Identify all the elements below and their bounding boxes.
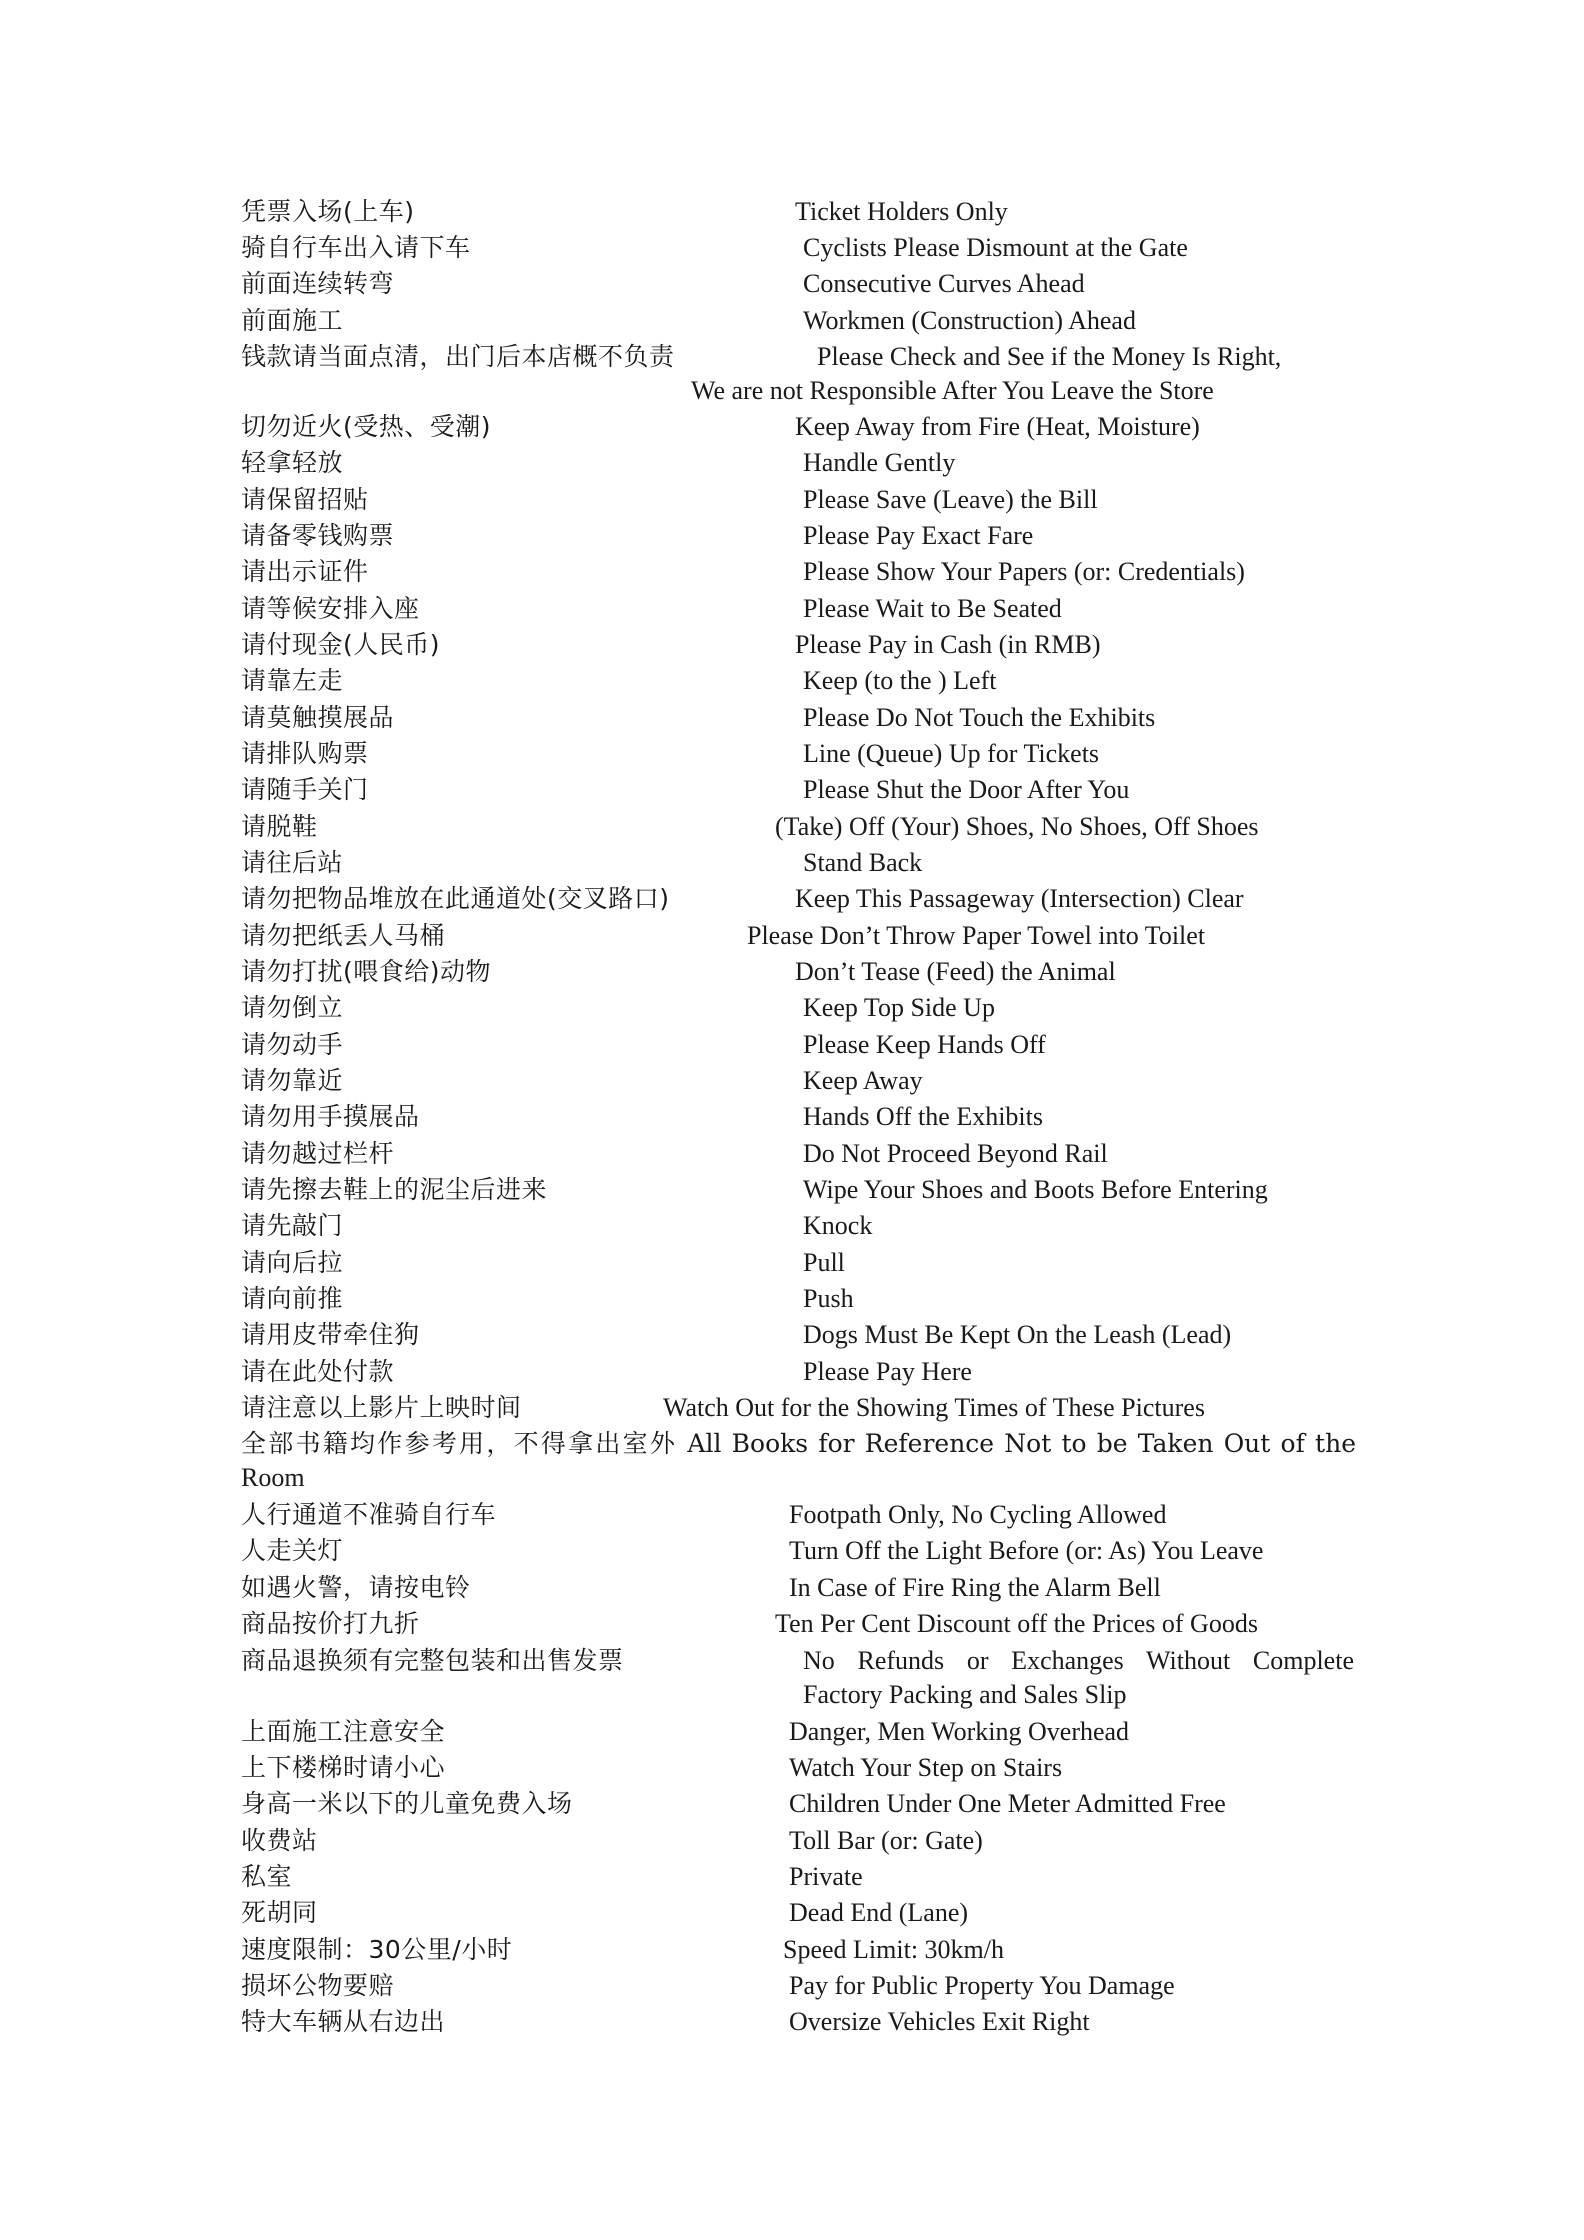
sign-english: Please Pay in Cash (in RMB) bbox=[795, 630, 1101, 659]
sign-english-continued: Room bbox=[241, 1463, 305, 1492]
sign-english: Keep Top Side Up bbox=[803, 993, 995, 1022]
sign-english-continued: We are not Responsible After You Leave the Store bbox=[691, 376, 1214, 405]
sign-english: Hands Off the Exhibits bbox=[803, 1102, 1043, 1131]
sign-english: Do Not Proceed Beyond Rail bbox=[803, 1139, 1108, 1168]
sign-english: Oversize Vehicles Exit Right bbox=[789, 2007, 1090, 2036]
sign-english: Pay for Public Property You Damage bbox=[789, 1971, 1175, 2000]
sign-english: Please Pay Here bbox=[803, 1357, 972, 1386]
sign-chinese: 上下楼梯时请小心 bbox=[241, 1753, 446, 1782]
sign-chinese: 人走关灯 bbox=[241, 1536, 344, 1565]
sign-chinese: 请保留招贴 bbox=[241, 485, 369, 514]
sign-chinese: 请付现金(人民币) bbox=[241, 630, 441, 659]
sign-chinese: 身高一米以下的儿童免费入场 bbox=[241, 1789, 573, 1818]
sign-chinese: 请勿动手 bbox=[241, 1030, 344, 1059]
sign-english: Keep Away bbox=[803, 1066, 923, 1095]
sign-chinese: 请向后拉 bbox=[241, 1248, 344, 1277]
sign-chinese: 人行通道不准骑自行车 bbox=[241, 1500, 497, 1529]
sign-chinese: 骑自行车出入请下车 bbox=[241, 233, 471, 262]
sign-english: Consecutive Curves Ahead bbox=[803, 269, 1085, 298]
sign-english: Handle Gently bbox=[803, 448, 956, 477]
sign-chinese: 请勿把物品堆放在此通道处(交叉路口) bbox=[241, 884, 670, 913]
sign-english: Please Show Your Papers (or: Credentials) bbox=[803, 557, 1245, 586]
sign-english: Please Check and See if the Money Is Right, bbox=[817, 342, 1282, 371]
sign-chinese: 请勿用手摸展品 bbox=[241, 1102, 420, 1131]
sign-chinese: 商品按价打九折 bbox=[241, 1609, 420, 1638]
sign-chinese: 请往后站 bbox=[241, 848, 344, 877]
sign-english: Ten Per Cent Discount off the Prices of Goods bbox=[775, 1609, 1258, 1638]
sign-chinese: 前面连续转弯 bbox=[241, 269, 395, 298]
sign-english: No Refunds or Exchanges Without Complete bbox=[803, 1646, 1354, 1675]
sign-chinese: 钱款请当面点清，出门后本店概不负责 bbox=[241, 342, 675, 371]
sign-english: Workmen (Construction) Ahead bbox=[803, 306, 1136, 335]
sign-english: Cyclists Please Dismount at the Gate bbox=[803, 233, 1188, 262]
sign-chinese: 请随手关门 bbox=[241, 775, 369, 804]
sign-chinese: 特大车辆从右边出 bbox=[241, 2007, 446, 2036]
sign-english: Speed Limit: 30km/h bbox=[783, 1935, 1004, 1964]
sign-english-continued: Factory Packing and Sales Slip bbox=[803, 1680, 1127, 1709]
sign-chinese: 请勿把纸丢人马桶 bbox=[241, 921, 446, 950]
sign-english: Push bbox=[803, 1284, 854, 1313]
sign-chinese: 收费站 bbox=[241, 1826, 318, 1855]
sign-english: Turn Off the Light Before (or: As) You Leave bbox=[789, 1536, 1264, 1565]
sign-chinese: 请等候安排入座 bbox=[241, 594, 420, 623]
sign-chinese: 私室 bbox=[241, 1862, 293, 1891]
sign-chinese: 前面施工 bbox=[241, 306, 344, 335]
sign-chinese: 请勿靠近 bbox=[241, 1066, 344, 1095]
sign-chinese: 请勿打扰(喂食给)动物 bbox=[241, 957, 492, 986]
sign-english: Please Don’t Throw Paper Towel into Toilet bbox=[747, 921, 1206, 950]
sign-chinese: 请排队购票 bbox=[241, 739, 369, 768]
sign-chinese: 切勿近火(受热、受潮) bbox=[241, 412, 492, 441]
sign-chinese: 请先敲门 bbox=[241, 1211, 344, 1240]
sign-chinese: 凭票入场(上车) bbox=[241, 197, 415, 226]
sign-chinese: 请莫触摸展品 bbox=[241, 703, 395, 732]
sign-chinese: 请脱鞋 bbox=[241, 812, 318, 841]
sign-combined-justified: 全部书籍均作参考用，不得拿出室外 All Books for Reference Not to be Taken Out of the bbox=[241, 1429, 1356, 1458]
sign-english: Please Keep Hands Off bbox=[803, 1030, 1046, 1059]
sign-english: Watch Your Step on Stairs bbox=[789, 1753, 1063, 1782]
sign-english: Keep (to the ) Left bbox=[803, 666, 997, 695]
sign-chinese: 请在此处付款 bbox=[241, 1357, 395, 1386]
sign-chinese: 请备零钱购票 bbox=[241, 521, 395, 550]
sign-chinese: 损坏公物要赔 bbox=[241, 1971, 395, 2000]
sign-english: Private bbox=[789, 1862, 863, 1891]
sign-chinese: 请勿越过栏杆 bbox=[241, 1139, 395, 1168]
sign-chinese: 请勿倒立 bbox=[241, 993, 344, 1022]
sign-english: Keep Away from Fire (Heat, Moisture) bbox=[795, 412, 1200, 441]
sign-english: Pull bbox=[803, 1248, 845, 1277]
sign-chinese: 如遇火警，请按电铃 bbox=[241, 1573, 471, 1602]
sign-english: Please Do Not Touch the Exhibits bbox=[803, 703, 1156, 732]
sign-chinese: 请用皮带牵住狗 bbox=[241, 1320, 420, 1349]
sign-chinese: 上面施工注意安全 bbox=[241, 1717, 446, 1746]
sign-chinese: 速度限制：30公里/小时 bbox=[241, 1935, 513, 1964]
sign-english: Keep This Passageway (Intersection) Clear bbox=[795, 884, 1244, 913]
sign-english: In Case of Fire Ring the Alarm Bell bbox=[789, 1573, 1161, 1602]
sign-english: Please Shut the Door After You bbox=[803, 775, 1130, 804]
sign-chinese: 请靠左走 bbox=[241, 666, 344, 695]
sign-english: Knock bbox=[803, 1211, 873, 1240]
sign-chinese: 请注意以上影片上映时间 bbox=[241, 1393, 522, 1422]
sign-english: Dogs Must Be Kept On the Leash (Lead) bbox=[803, 1320, 1232, 1349]
sign-english: (Take) Off (Your) Shoes, No Shoes, Off Shoes bbox=[775, 812, 1259, 841]
sign-english: Line (Queue) Up for Tickets bbox=[803, 739, 1100, 768]
sign-chinese: 请先擦去鞋上的泥尘后进来 bbox=[241, 1175, 548, 1204]
sign-english: Please Pay Exact Fare bbox=[803, 521, 1034, 550]
sign-english: Danger, Men Working Overhead bbox=[789, 1717, 1130, 1746]
sign-chinese: 请向前推 bbox=[241, 1284, 344, 1313]
sign-english: Stand Back bbox=[803, 848, 923, 877]
sign-english: Ticket Holders Only bbox=[795, 197, 1008, 226]
sign-english: Children Under One Meter Admitted Free bbox=[789, 1789, 1226, 1818]
sign-chinese: 商品退换须有完整包装和出售发票 bbox=[241, 1646, 624, 1675]
sign-chinese: 请出示证件 bbox=[241, 557, 369, 586]
sign-english: Wipe Your Shoes and Boots Before Entering bbox=[803, 1175, 1268, 1204]
sign-english: Please Wait to Be Seated bbox=[803, 594, 1062, 623]
sign-english: Dead End (Lane) bbox=[789, 1898, 969, 1927]
sign-english: Watch Out for the Showing Times of These Pictures bbox=[663, 1393, 1205, 1422]
sign-english: Footpath Only, No Cycling Allowed bbox=[789, 1500, 1167, 1529]
sign-english: Don’t Tease (Feed) the Animal bbox=[795, 957, 1116, 986]
sign-chinese: 轻拿轻放 bbox=[241, 448, 344, 477]
sign-chinese: 死胡同 bbox=[241, 1898, 318, 1927]
sign-english: Toll Bar (or: Gate) bbox=[789, 1826, 983, 1855]
sign-english: Please Save (Leave) the Bill bbox=[803, 485, 1098, 514]
